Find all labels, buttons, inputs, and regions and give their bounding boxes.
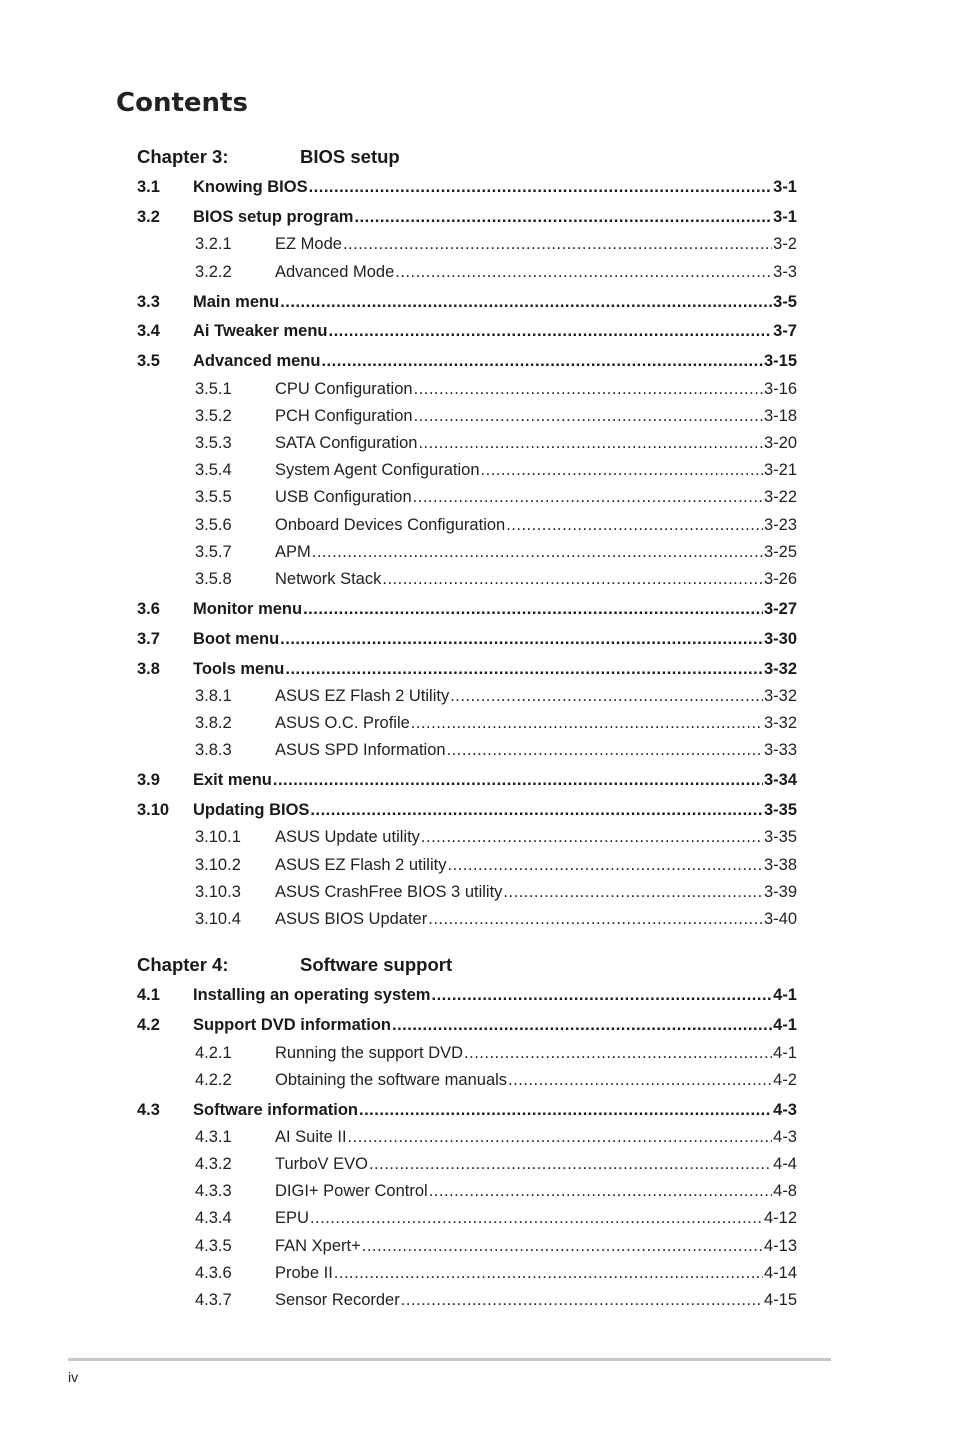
entry-title: EZ Mode	[275, 235, 342, 253]
entry-number: 4.2	[137, 1016, 160, 1034]
entry-page: 3-16	[763, 380, 797, 398]
entry-number: 3.10.1	[195, 828, 241, 846]
chapter-title: Software support	[300, 954, 453, 975]
toc-section-entry[interactable]	[137, 1014, 797, 1036]
entry-title: Ai Tweaker menu	[193, 322, 328, 340]
entry-number: 3.8.1	[195, 687, 232, 705]
entry-page: 3-7	[773, 322, 797, 340]
entry-title: Running the support DVD	[275, 1044, 464, 1062]
toc-section-entry[interactable]	[137, 206, 797, 228]
dot-leader	[321, 350, 763, 372]
entry-title: Onboard Devices Configuration	[275, 516, 506, 534]
entry-title: BIOS setup program	[193, 208, 354, 226]
toc-section-entry[interactable]	[137, 658, 797, 680]
dot-leader	[354, 206, 772, 228]
dot-leader	[418, 432, 763, 454]
chapter-heading	[137, 953, 797, 977]
toc-subsection-entry[interactable]	[195, 486, 797, 508]
entry-page: 3-15	[763, 352, 797, 370]
toc-section-entry[interactable]	[137, 598, 797, 620]
entry-number: 3.7	[137, 630, 160, 648]
toc-subsection-entry[interactable]	[195, 1235, 797, 1257]
dot-leader	[273, 769, 763, 791]
entry-title: Boot menu	[193, 630, 280, 648]
entry-number: 3.3	[137, 293, 160, 311]
dot-leader	[309, 176, 773, 198]
entry-page: 3-1	[773, 178, 797, 196]
entry-page: 3-32	[763, 660, 797, 678]
entry-page: 4-15	[763, 1291, 797, 1309]
entry-number: 3.4	[137, 322, 160, 340]
toc-section-entry[interactable]	[137, 799, 797, 821]
entry-page: 3-21	[763, 461, 797, 479]
entry-page: 3-32	[763, 687, 797, 705]
entry-page: 3-32	[763, 714, 797, 732]
dot-leader	[508, 1069, 772, 1091]
chapter-heading	[137, 145, 797, 169]
dot-leader	[464, 1042, 772, 1064]
dot-leader	[343, 233, 772, 255]
entry-title: Tools menu	[193, 660, 285, 678]
entry-number: 4.3.5	[195, 1237, 232, 1255]
entry-number: 3.2.1	[195, 235, 232, 253]
entry-number: 3.8.2	[195, 714, 232, 732]
entry-title: TurboV EVO	[275, 1155, 368, 1173]
toc-subsection-entry[interactable]	[195, 739, 797, 761]
entry-title: Exit menu	[193, 771, 272, 789]
dot-leader	[413, 486, 763, 508]
toc-subsection-entry[interactable]	[195, 1153, 797, 1175]
toc-subsection-entry[interactable]	[195, 541, 797, 563]
dot-leader	[334, 1262, 763, 1284]
entry-title: ASUS CrashFree BIOS 3 utility	[275, 883, 503, 901]
dot-leader	[310, 1207, 763, 1229]
entry-title: APM	[275, 543, 311, 561]
dot-leader	[310, 799, 763, 821]
entry-page: 3-23	[763, 516, 797, 534]
entry-number: 3.2.2	[195, 263, 232, 281]
entry-title: Probe II	[275, 1264, 333, 1282]
toc-subsection-entry[interactable]	[195, 405, 797, 427]
toc-subsection-entry[interactable]	[195, 261, 797, 283]
entry-page: 4-12	[763, 1209, 797, 1227]
dot-leader	[285, 658, 763, 680]
toc-subsection-entry[interactable]	[195, 712, 797, 734]
dot-leader	[359, 1099, 772, 1121]
entry-title: Updating BIOS	[193, 801, 310, 819]
toc-subsection-entry[interactable]	[195, 1069, 797, 1091]
entry-title: Software information	[193, 1101, 359, 1119]
toc-subsection-entry[interactable]	[195, 685, 797, 707]
toc-subsection-entry[interactable]	[195, 881, 797, 903]
entry-number: 3.10.4	[195, 910, 241, 928]
entry-number: 4.3.6	[195, 1264, 232, 1282]
toc-subsection-entry[interactable]	[195, 378, 797, 400]
dot-leader	[369, 1153, 772, 1175]
entry-title: ASUS EZ Flash 2 Utility	[275, 687, 450, 705]
toc-subsection-entry[interactable]	[195, 1207, 797, 1229]
toc-subsection-entry[interactable]	[195, 432, 797, 454]
entry-page: 4-3	[773, 1101, 797, 1119]
entry-title: Advanced Mode	[275, 263, 395, 281]
dot-leader	[303, 598, 763, 620]
entry-page: 4-8	[773, 1182, 797, 1200]
entry-page: 3-34	[763, 771, 797, 789]
chapter-title: BIOS setup	[300, 146, 400, 167]
entry-number: 3.2	[137, 208, 160, 226]
toc-subsection-entry[interactable]	[195, 1126, 797, 1148]
chapter-label: Chapter 3:	[137, 146, 229, 167]
entry-number: 3.6	[137, 600, 160, 618]
entry-number: 4.3.7	[195, 1291, 232, 1309]
entry-number: 3.10.2	[195, 856, 241, 874]
entry-page: 3-39	[763, 883, 797, 901]
toc-subsection-entry[interactable]	[195, 1042, 797, 1064]
toc-section-entry[interactable]	[137, 1099, 797, 1121]
entry-page: 4-1	[773, 1016, 797, 1034]
toc-section-entry[interactable]	[137, 176, 797, 198]
entry-page: 3-30	[763, 630, 797, 648]
entry-title: Monitor menu	[193, 600, 303, 618]
toc-section-entry[interactable]	[137, 628, 797, 650]
dot-leader	[503, 881, 763, 903]
entry-page: 3-1	[773, 208, 797, 226]
dot-leader	[447, 739, 763, 761]
entry-number: 3.5.8	[195, 570, 232, 588]
toc-subsection-entry[interactable]	[195, 514, 797, 536]
toc-subsection-entry[interactable]	[195, 908, 797, 930]
entry-number: 3.5.5	[195, 488, 232, 506]
toc-section-entry[interactable]	[137, 320, 797, 342]
toc-subsection-entry[interactable]	[195, 1180, 797, 1202]
entry-number: 3.5.4	[195, 461, 232, 479]
entry-page: 3-38	[763, 856, 797, 874]
entry-number: 4.2.2	[195, 1071, 232, 1089]
entry-title: ASUS BIOS Updater	[275, 910, 428, 928]
entry-number: 3.8.3	[195, 741, 232, 759]
dot-leader	[429, 1180, 772, 1202]
dot-leader	[447, 854, 762, 876]
dot-leader	[392, 1014, 772, 1036]
entry-number: 4.3.2	[195, 1155, 232, 1173]
toc-subsection-entry[interactable]	[195, 568, 797, 590]
entry-title: Obtaining the software manuals	[275, 1071, 508, 1089]
dot-leader	[414, 378, 763, 400]
entry-title: AI Suite II	[275, 1128, 347, 1146]
entry-number: 3.1	[137, 178, 160, 196]
entry-page: 4-13	[763, 1237, 797, 1255]
entry-page: 4-3	[773, 1128, 797, 1146]
entry-number: 4.3.1	[195, 1128, 232, 1146]
entry-number: 4.2.1	[195, 1044, 232, 1062]
entry-page: 3-27	[763, 600, 797, 618]
entry-number: 4.3.3	[195, 1182, 232, 1200]
dot-leader	[401, 1289, 763, 1311]
entry-number: 3.9	[137, 771, 160, 789]
toc-subsection-entry[interactable]	[195, 826, 797, 848]
entry-title: System Agent Configuration	[275, 461, 480, 479]
entry-page: 3-2	[773, 235, 797, 253]
entry-title: EPU	[275, 1209, 309, 1227]
entry-number: 3.5	[137, 352, 160, 370]
entry-number: 3.5.1	[195, 380, 232, 398]
entry-title: Installing an operating system	[193, 986, 431, 1004]
entry-page: 3-25	[763, 543, 797, 561]
entry-page: 3-35	[763, 828, 797, 846]
dot-leader	[481, 459, 763, 481]
toc-subsection-entry[interactable]	[195, 854, 797, 876]
dot-leader	[280, 628, 763, 650]
entry-page: 3-3	[773, 263, 797, 281]
entry-number: 3.8	[137, 660, 160, 678]
entry-title: PCH Configuration	[275, 407, 413, 425]
dot-leader	[411, 712, 763, 734]
entry-title: Advanced menu	[193, 352, 321, 370]
entry-number: 3.5.3	[195, 434, 232, 452]
footer-rule	[68, 1358, 831, 1361]
entry-title: ASUS Update utility	[275, 828, 420, 846]
entry-number: 4.3	[137, 1101, 160, 1119]
entry-page: 4-2	[773, 1071, 797, 1089]
dot-leader	[428, 908, 763, 930]
entry-number: 3.10.3	[195, 883, 241, 901]
entry-page: 4-1	[773, 1044, 797, 1062]
entry-page: 3-33	[763, 741, 797, 759]
dot-leader	[362, 1235, 763, 1257]
entry-title: FAN Xpert+	[275, 1237, 361, 1255]
page-title: Contents	[116, 88, 248, 118]
entry-page: 4-14	[763, 1264, 797, 1282]
dot-leader	[506, 514, 763, 536]
chapter-label: Chapter 4:	[137, 954, 229, 975]
entry-number: 4.1	[137, 986, 160, 1004]
entry-page: 3-20	[763, 434, 797, 452]
entry-title: Sensor Recorder	[275, 1291, 400, 1309]
entry-page: 3-22	[763, 488, 797, 506]
entry-title: ASUS O.C. Profile	[275, 714, 410, 732]
dot-leader	[414, 405, 763, 427]
dot-leader	[450, 685, 763, 707]
entry-page: 3-40	[763, 910, 797, 928]
dot-leader	[312, 541, 763, 563]
toc-subsection-entry[interactable]	[195, 1262, 797, 1284]
entry-title: USB Configuration	[275, 488, 412, 506]
entry-number: 3.5.2	[195, 407, 232, 425]
entry-number: 3.5.6	[195, 516, 232, 534]
entry-title: Support DVD information	[193, 1016, 391, 1034]
dot-leader	[280, 291, 772, 313]
dot-leader	[348, 1126, 773, 1148]
entry-title: Main menu	[193, 293, 280, 311]
entry-page: 4-4	[773, 1155, 797, 1173]
toc-section-entry[interactable]	[137, 291, 797, 313]
entry-number: 4.3.4	[195, 1209, 232, 1227]
dot-leader	[329, 320, 773, 342]
page-number: iv	[68, 1369, 79, 1385]
entry-page: 3-18	[763, 407, 797, 425]
toc-section-entry[interactable]	[137, 984, 797, 1006]
entry-page: 4-1	[773, 986, 797, 1004]
dot-leader	[431, 984, 772, 1006]
entry-title: Knowing BIOS	[193, 178, 308, 196]
entry-title: Network Stack	[275, 570, 382, 588]
entry-page: 3-26	[763, 570, 797, 588]
entry-number: 3.10	[137, 801, 170, 819]
dot-leader	[395, 261, 772, 283]
dot-leader	[382, 568, 763, 590]
entry-page: 3-5	[773, 293, 797, 311]
entry-title: ASUS SPD Information	[275, 741, 446, 759]
toc-subsection-entry[interactable]	[195, 459, 797, 481]
entry-title: SATA Configuration	[275, 434, 418, 452]
toc-subsection-entry[interactable]	[195, 233, 797, 255]
toc-section-entry[interactable]	[137, 350, 797, 372]
entry-title: ASUS EZ Flash 2 utility	[275, 856, 447, 874]
entry-title: DIGI+ Power Control	[275, 1182, 428, 1200]
entry-page: 3-35	[763, 801, 797, 819]
dot-leader	[421, 826, 763, 848]
toc-subsection-entry[interactable]	[195, 1289, 797, 1311]
toc-section-entry[interactable]	[137, 769, 797, 791]
entry-title: CPU Configuration	[275, 380, 413, 398]
entry-number: 3.5.7	[195, 543, 232, 561]
